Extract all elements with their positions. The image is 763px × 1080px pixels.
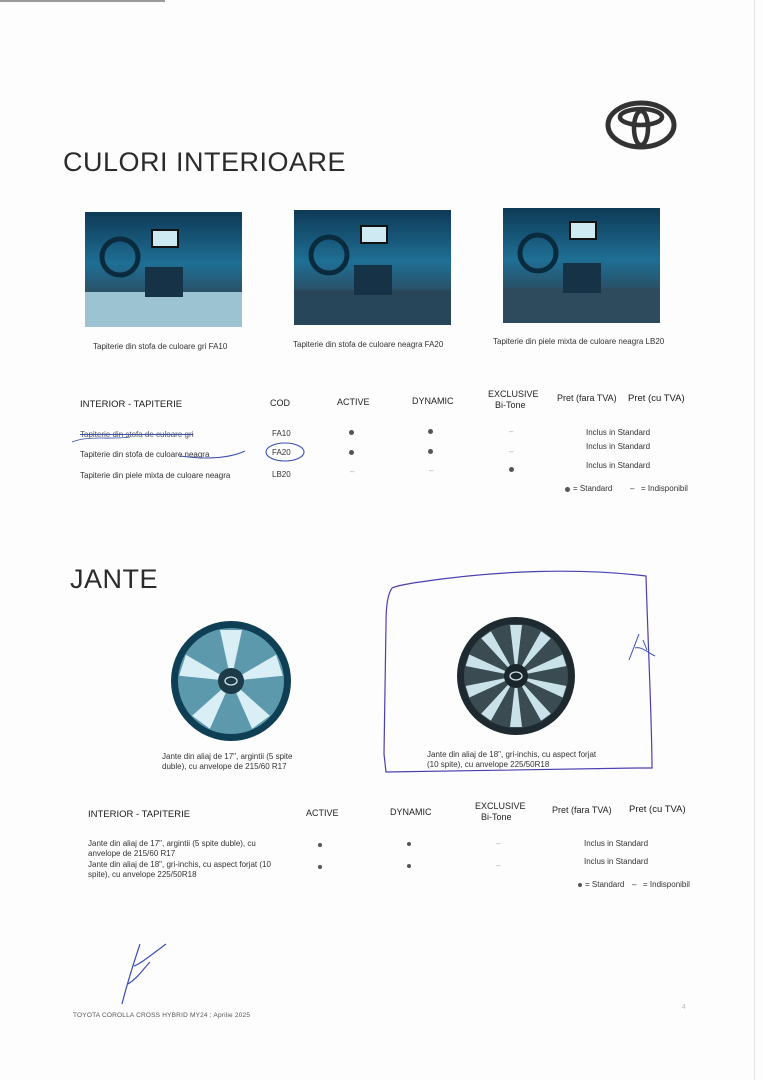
interior-header-name: INTERIOR - TAPITERIE: [80, 399, 183, 410]
interior-legend-standard: = Standard: [573, 484, 613, 493]
interior-header-active: ACTIVE: [337, 397, 370, 407]
wheels-legend-dot: [578, 883, 582, 887]
interior-photo-lb20: [503, 208, 660, 323]
interior-row-fa10-exclusive-dash: –: [509, 427, 514, 436]
interior-row-fa20-price: Inclus in Standard: [586, 442, 651, 451]
wheel-18-caption-2: (10 spite), cu anvelope 225/50R18: [427, 760, 550, 769]
interior-row-lb20-cod: LB20: [272, 470, 291, 479]
pen-annotation-circle: [70, 425, 310, 475]
wheels-header-active: ACTIVE: [306, 808, 339, 818]
wheels-row-17-exclusive-dash: –: [496, 839, 501, 848]
wheels-header-pret-fara: Pret (fara TVA): [552, 805, 612, 815]
wheels-legend-standard: = Standard: [585, 880, 625, 889]
interior-caption-lb20: Tapiterie din piele mixta de culoare neagra LB20: [493, 337, 665, 346]
wheels-header-name: INTERIOR - TAPITERIE: [88, 809, 191, 820]
interior-header-bitone: Bi-Tone: [495, 400, 526, 410]
interior-row-fa20-cod: FA20: [272, 448, 291, 457]
wheel-18-caption-1: Jante din aliaj de 18", gri-inchis, cu aspect forjat: [427, 750, 597, 759]
interior-row-fa20-name: Tapiterie din stofa de culoare neagra: [80, 450, 210, 459]
interior-header-pret-cu: Pret (cu TVA): [628, 393, 685, 404]
wheels-header-pret-cu: Pret (cu TVA): [629, 804, 686, 815]
interior-row-lb20-dynamic-dash: –: [429, 466, 434, 475]
footer-text: TOYOTA COROLLA CROSS HYBRID MY24 ; Aprilie 2025: [73, 1012, 251, 1019]
wheels-row-17-active-dot: [318, 843, 322, 847]
interior-row-fa10-price: Inclus in Standard: [586, 428, 651, 437]
scan-top-line: [0, 0, 165, 2]
interior-legend-dash: –: [630, 484, 635, 493]
interior-row-lb20-name: Tapiterie din piele mixta de culoare neagra: [80, 471, 231, 480]
interior-header-cod: COD: [270, 398, 290, 408]
page-number: 4: [682, 1004, 686, 1011]
wheels-title: JANTE: [70, 564, 159, 594]
wheels-row-17-name-1: Jante din aliaj de 17", argintii (5 spite duble), cu: [88, 839, 256, 848]
toyota-logo-icon: [605, 100, 677, 150]
wheels-row-18-name-2: spite), cu anvelope 225/50R18: [88, 870, 197, 879]
wheels-row-17-price: Inclus in Standard: [584, 839, 649, 848]
interior-row-lb20-exclusive-dot: [509, 467, 514, 472]
interior-row-fa20-active-dot: [349, 450, 354, 455]
wheels-legend-dash: –: [632, 880, 637, 889]
interior-photo-fa10: [85, 212, 242, 327]
interior-header-dynamic: DYNAMIC: [412, 396, 454, 406]
wheels-row-18-exclusive-dash: –: [496, 861, 501, 870]
signature-mark-small: [625, 632, 659, 662]
wheels-header-bitone: Bi-Tone: [481, 812, 512, 822]
interior-legend-indisponibil: = Indisponibil: [641, 484, 688, 493]
interior-row-fa20-dynamic-dot: [428, 449, 433, 454]
interior-row-fa10-name: Tapiterie din stofa de culoare gri: [80, 430, 194, 439]
interior-row-fa20-exclusive-dash: –: [509, 447, 514, 456]
interior-header-exclusive: EXCLUSIVE: [488, 389, 539, 399]
wheel-17-caption-2: duble), cu anvelope de 215/60 R17: [162, 762, 287, 771]
wheel-17-image: [168, 618, 294, 744]
interior-row-fa10-active-dot: [349, 430, 354, 435]
wheel-17-caption-1: Jante din aliaj de 17", argintii (5 spite: [162, 752, 293, 761]
wheels-row-18-price: Inclus in Standard: [584, 857, 649, 866]
wheels-row-17-name-2: anvelope de 215/60 R17: [88, 849, 176, 858]
interior-legend-dot: [565, 487, 570, 492]
wheels-header-dynamic: DYNAMIC: [390, 807, 432, 817]
interior-header-pret-fara: Pret (fara TVA): [557, 393, 617, 403]
interior-caption-fa20: Tapiterie din stofa de culoare neagra FA20: [293, 340, 444, 349]
interior-caption-fa10: Tapiterie din stofa de culoare gri FA10: [93, 342, 228, 351]
interior-row-fa10-cod: FA10: [272, 429, 291, 438]
interior-row-lb20-active-dash: –: [350, 467, 355, 476]
interior-photo-fa20: [294, 210, 451, 325]
interior-row-fa10-dynamic-dot: [428, 429, 433, 434]
scan-edge: [754, 0, 755, 1080]
wheels-legend-indisponibil: = Indisponibil: [643, 880, 690, 889]
wheel-18-image: [454, 614, 578, 738]
interior-row-lb20-price: Inclus in Standard: [586, 461, 651, 470]
wheels-row-18-active-dot: [318, 865, 322, 869]
interior-title: CULORI INTERIOARE: [63, 147, 347, 177]
handwritten-signature: [110, 938, 180, 1008]
wheels-row-17-dynamic-dot: [407, 842, 411, 846]
wheels-row-18-dynamic-dot: [407, 864, 411, 868]
wheels-row-18-name-1: Jante din aliaj de 18", gri-inchis, cu aspect forjat (10: [88, 860, 271, 869]
wheels-header-exclusive: EXCLUSIVE: [475, 801, 526, 811]
